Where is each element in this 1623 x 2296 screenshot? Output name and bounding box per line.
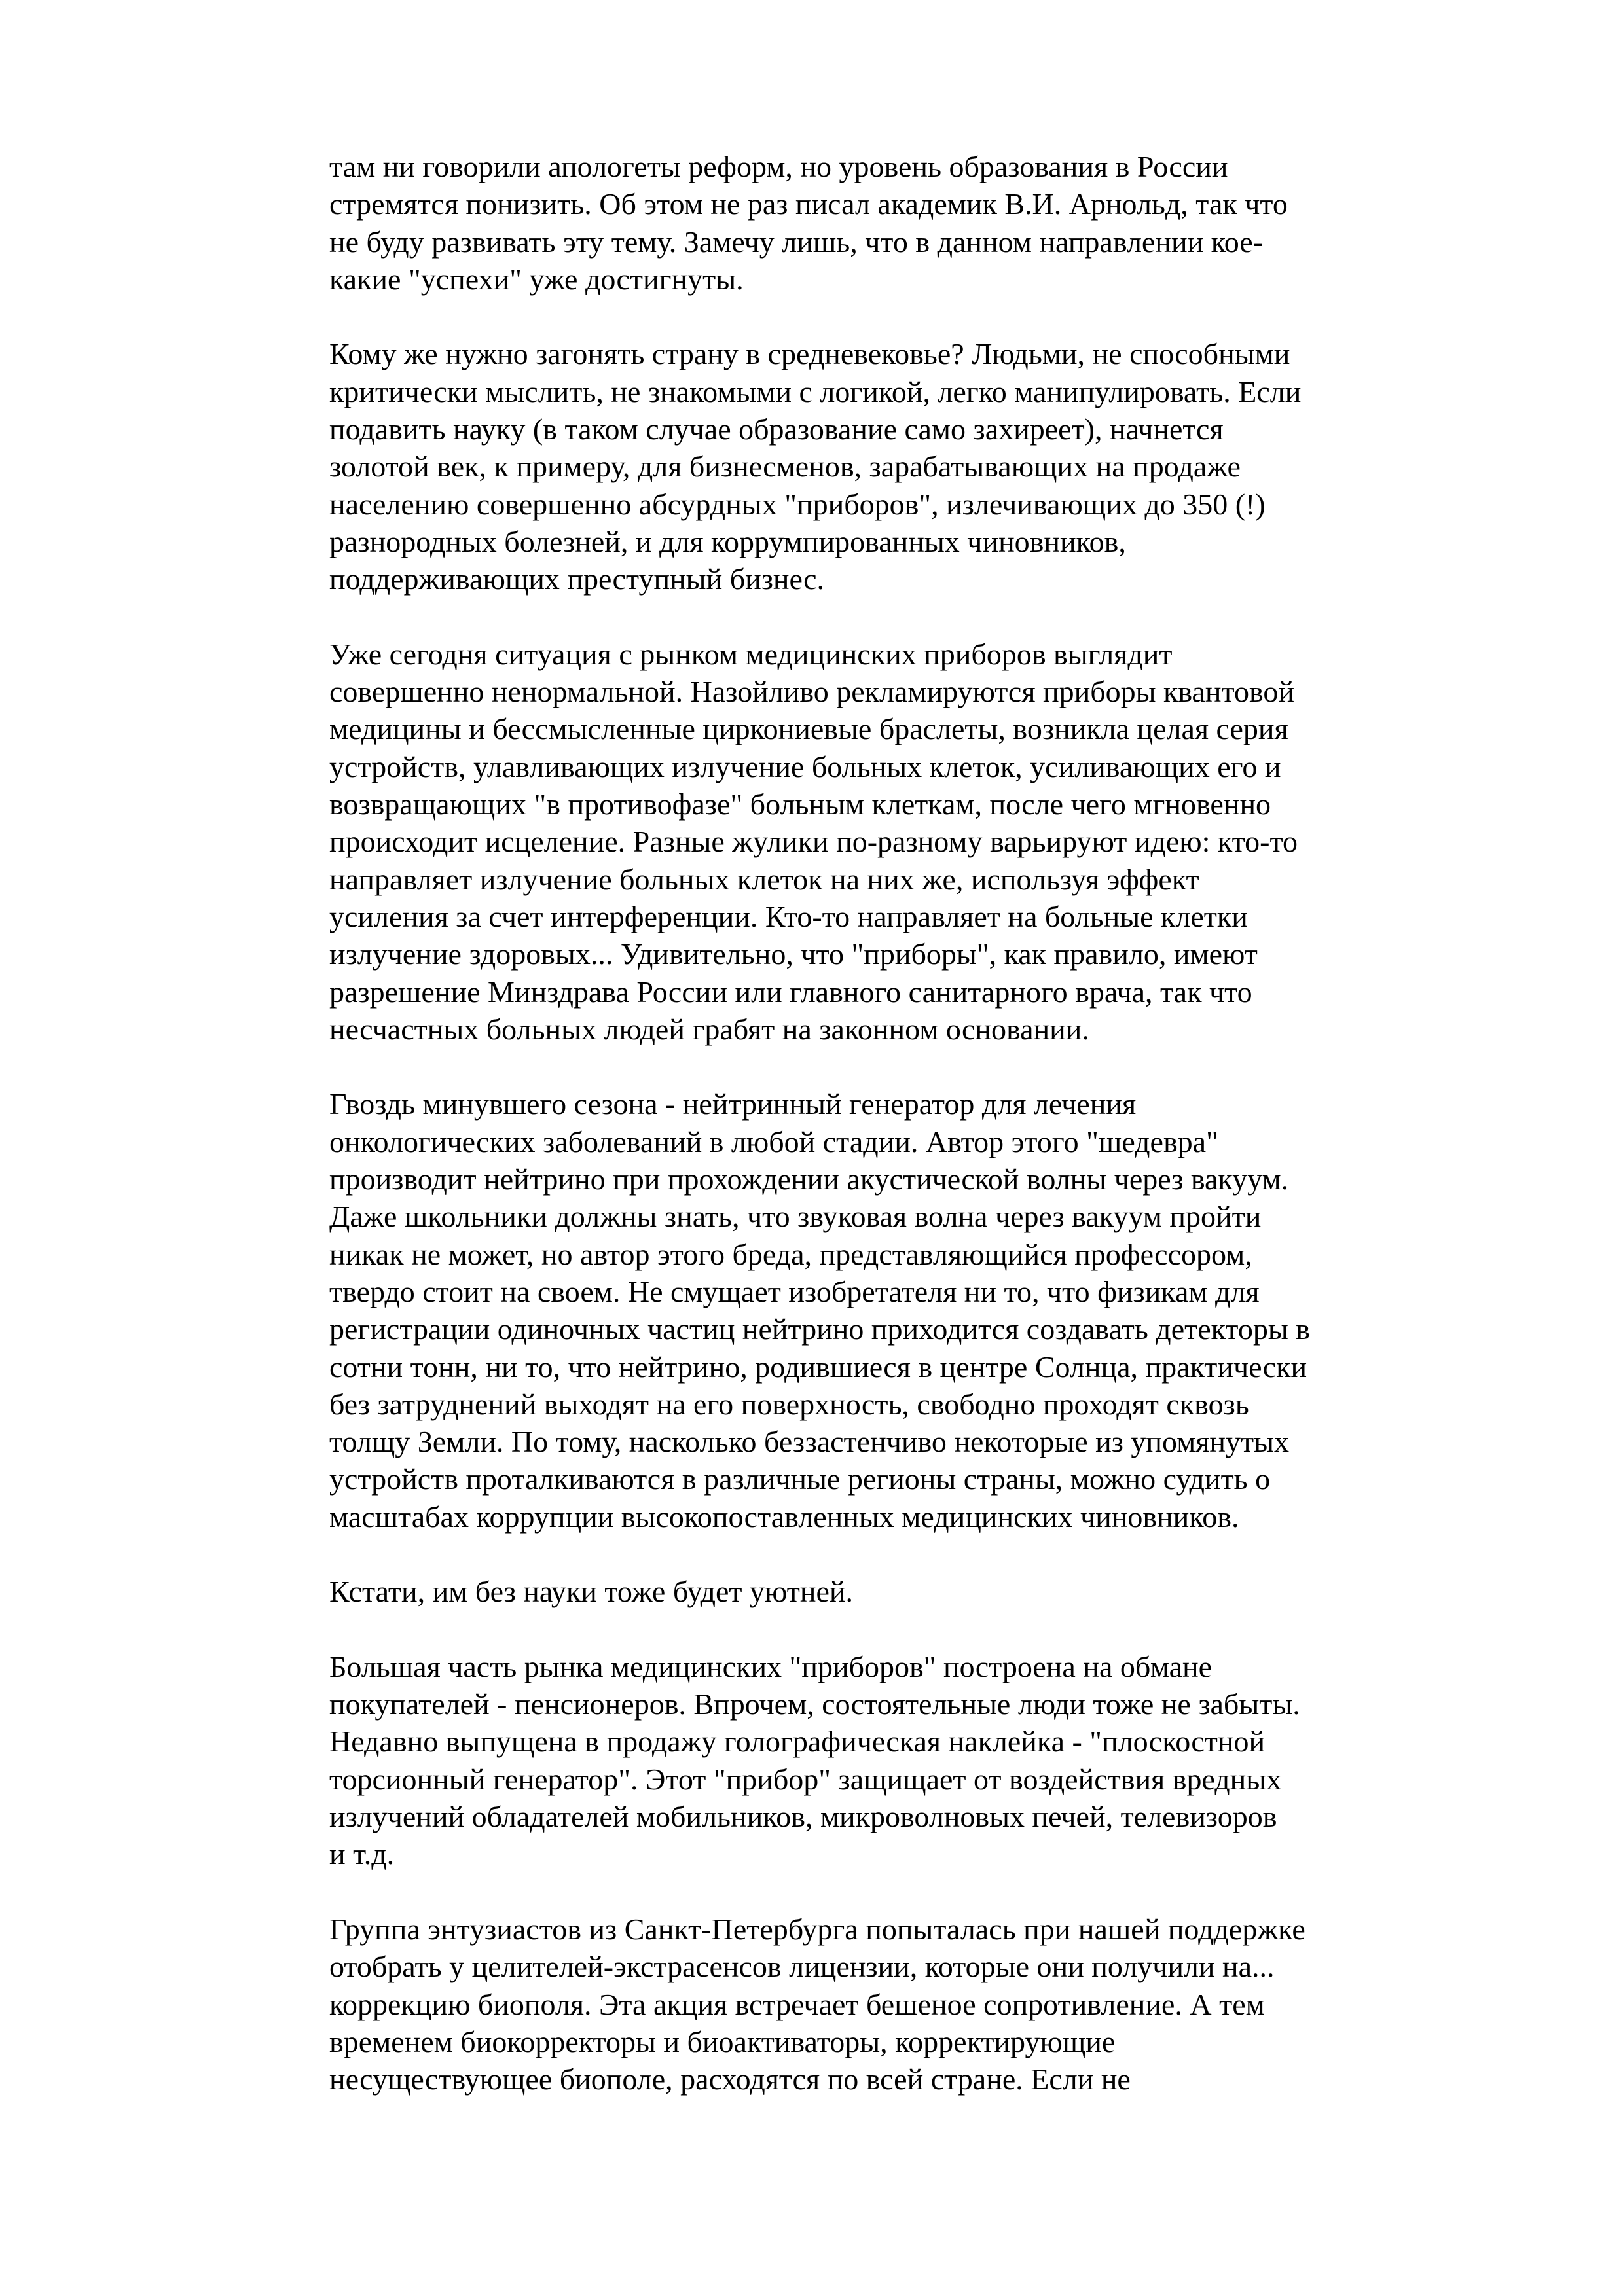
text-line: совершенно ненормальной. Назойливо рекламируются приборы квантовой xyxy=(329,675,1295,709)
text-line: там ни говорили апологеты реформ, но уровень образования в России xyxy=(329,150,1228,183)
text-line: подавить науку (в таком случае образование само захиреет), начнется xyxy=(329,412,1224,446)
text-line: отобрать у целителей-экстрасенсов лицензии, которые они получили на... xyxy=(329,1950,1275,1984)
text-line: какие "успехи" уже достигнуты. xyxy=(329,262,744,296)
text-line: критически мыслить, не знакомыми с логикой, легко манипулировать. Если xyxy=(329,374,1302,408)
paragraph xyxy=(329,148,1482,298)
text-line: населению совершенно абсурдных "приборов", излечивающих до 350 (!) xyxy=(329,487,1266,521)
text-line: коррекцию биополя. Эта акция встречает бешеное сопротивление. А тем xyxy=(329,1987,1265,2021)
text-line: Даже школьники должны знать, что звуковая волна через вакуум пройти xyxy=(329,1200,1262,1234)
text-line: и т.д. xyxy=(329,1837,395,1871)
text-line: масштабах коррупции высокопоставленных медицинских чиновников. xyxy=(329,1499,1239,1534)
text-line: устройств проталкиваются в различные регионы страны, можно судить о xyxy=(329,1462,1271,1496)
paragraph xyxy=(329,335,1482,598)
text-line: возвращающих "в противофазе" больным клеткам, после чего мгновенно xyxy=(329,787,1271,821)
text-line: толщу Земли. По тому, насколько беззастенчиво некоторые из упомянутых xyxy=(329,1425,1290,1459)
text-line: поддерживающих преступный бизнес. xyxy=(329,562,824,596)
text-line: Гвоздь минувшего сезона - нейтринный генератор для лечения xyxy=(329,1087,1137,1121)
text-line: направляет излучение больных клеток на них же, используя эффект xyxy=(329,862,1199,896)
text-line: Кому же нужно загонять страну в средневековье? Людьми, не способными xyxy=(329,337,1290,371)
text-line: золотой век, к примеру, для бизнесменов, зарабатывающих на продаже xyxy=(329,450,1241,484)
text-line: временем биокорректоры и биоактиваторы, корректирующие xyxy=(329,2024,1116,2058)
text-line: не буду развивать эту тему. Замечу лишь, что в данном направлении кое- xyxy=(329,224,1263,259)
text-line: торсионный генератор". Этот "прибор" защищает от воздействия вредных xyxy=(329,1762,1282,1796)
text-line: производит нейтрино при прохождении акустической волны через вакуум. xyxy=(329,1162,1289,1196)
text-line: несчастных больных людей грабят на законном основании. xyxy=(329,1012,1089,1046)
text-line: Недавно выпущена в продажу голографическая наклейка - "плоскостной xyxy=(329,1725,1266,1759)
text-line: происходит исцеление. Разные жулики по-разному варьируют идею: кто-то xyxy=(329,825,1298,859)
text-line: несуществующее биополе, расходятся по всей стране. Если не xyxy=(329,2062,1131,2096)
paragraph xyxy=(329,1085,1482,1535)
text-line: Кстати, им без науки тоже будет уютней. xyxy=(329,1575,854,1609)
text-line: излучений обладателей мобильников, микроволновых печей, телевизоров xyxy=(329,1800,1277,1834)
text-line: сотни тонн, ни то, что нейтрино, родившиеся в центре Солнца, практически xyxy=(329,1350,1307,1384)
document-body xyxy=(329,148,1482,2136)
text-line: медицины и бессмысленные циркониевые браслеты, возникла целая серия xyxy=(329,712,1288,746)
text-line: твердо стоит на своем. Не смущает изобретателя ни то, что физикам для xyxy=(329,1274,1260,1308)
text-line: устройств, улавливающих излучение больных клеток, усиливающих его и xyxy=(329,749,1281,783)
text-line: разрешение Минздрава России или главного санитарного врача, так что xyxy=(329,975,1252,1009)
paragraph xyxy=(329,1910,1482,2098)
text-line: усиления за счет интерференции. Кто-то направляет на больные клетки xyxy=(329,899,1248,933)
text-line: покупателей - пенсионеров. Впрочем, состоятельные люди тоже не забыты. xyxy=(329,1687,1300,1721)
text-line: Группа энтузиастов из Санкт-Петербурга попыталась при нашей поддержке xyxy=(329,1912,1305,1946)
text-line: Большая часть рынка медицинских "приборов" построена на обмане xyxy=(329,1649,1213,1683)
text-line: излучение здоровых... Удивительно, что "приборы", как правило, имеют xyxy=(329,937,1258,971)
paragraph xyxy=(329,1648,1482,1873)
text-line: без затруднений выходят на его поверхность, свободно проходят сквозь xyxy=(329,1387,1249,1421)
text-line: регистрации одиночных частиц нейтрино приходится создавать детекторы в xyxy=(329,1312,1311,1346)
text-line: разнородных болезней, и для коррумпированных чиновников, xyxy=(329,524,1126,558)
paragraph xyxy=(329,1573,1482,1610)
paragraph xyxy=(329,636,1482,1048)
text-line: стремятся понизить. Об этом не раз писал академик В.И. Арнольд, так что xyxy=(329,187,1288,221)
text-line: никак не может, но автор этого бреда, представляющийся профессором, xyxy=(329,1237,1252,1271)
text-line: Уже сегодня ситуация с рынком медицинских приборов выглядит xyxy=(329,637,1173,671)
text-line: онкологических заболеваний в любой стадии. Автор этого "шедевра" xyxy=(329,1124,1218,1158)
